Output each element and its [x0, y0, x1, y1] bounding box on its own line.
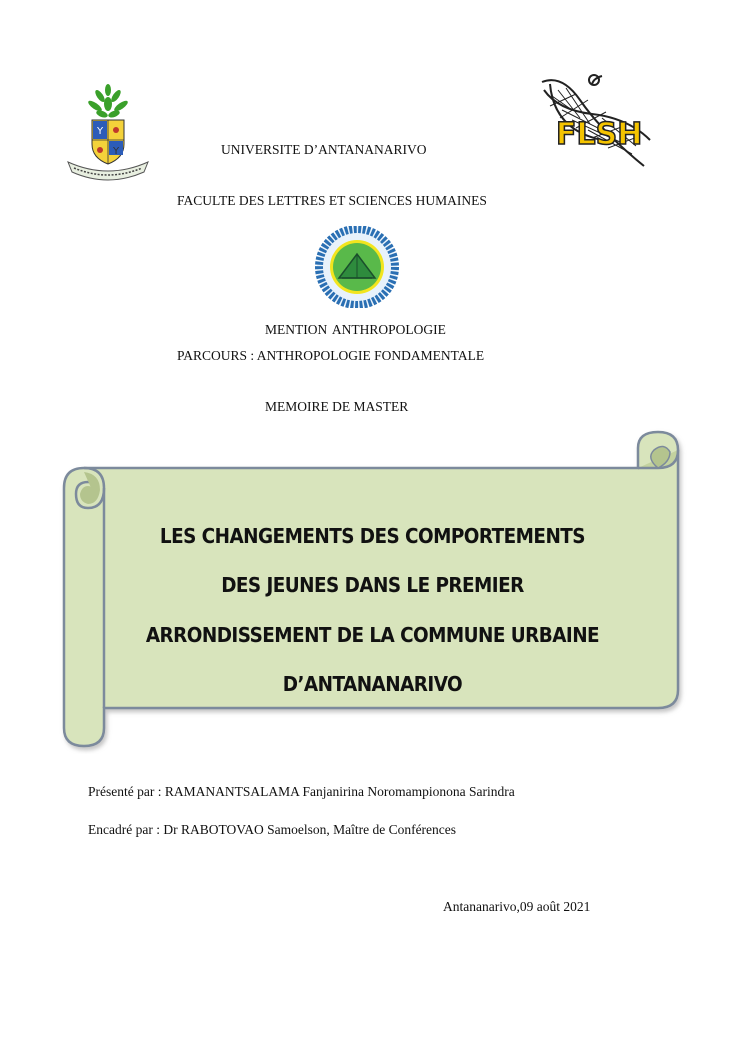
- thesis-title-line-1: LES CHANGEMENTS DES COMPORTEMENTS: [159, 524, 585, 548]
- flsh-logo-icon: [532, 70, 654, 178]
- thesis-title-line-2: DES JEUNES DANS LE PREMIER: [221, 573, 524, 597]
- place-date: Antananarivo,09 août 2021: [443, 899, 591, 914]
- university-crest-icon: [64, 84, 152, 184]
- flsh-logo: [532, 70, 654, 178]
- thesis-title-line-4: D’ANTANANARIVO: [282, 672, 463, 696]
- parcours-label: PARCOURS : ANTHROPOLOGIE FONDAMENTALE: [177, 348, 485, 363]
- mention-label: MENTION ANTHROPOLOGIE: [265, 322, 446, 337]
- faculty-name: FACULTE DES LETTRES ET SCIENCES HUMAINES: [177, 193, 487, 208]
- flsh-logo-text: FLSH: [556, 117, 643, 152]
- presented-by: Présenté par : RAMANANTSALAMA Fanjanirina Noromampionona Sarindra: [88, 784, 515, 799]
- svg-text:Y: Y: [96, 126, 104, 137]
- memoire-label: MEMOIRE DE MASTER: [265, 399, 409, 414]
- svg-text:Y: Y: [112, 146, 120, 157]
- mention-anthropologie-seal-icon: [314, 226, 400, 308]
- supervised-by: Encadré par : Dr RABOTOVAO Samoelson, Maître de Conférences: [88, 822, 457, 837]
- university-crest-logo: [64, 84, 152, 184]
- thesis-title-line-3: ARRONDISSEMENT DE LA COMMUNE URBAINE: [145, 623, 600, 647]
- university-name: UNIVERSITE D’ANTANANARIVO: [221, 142, 427, 157]
- mention-logo: [314, 226, 400, 308]
